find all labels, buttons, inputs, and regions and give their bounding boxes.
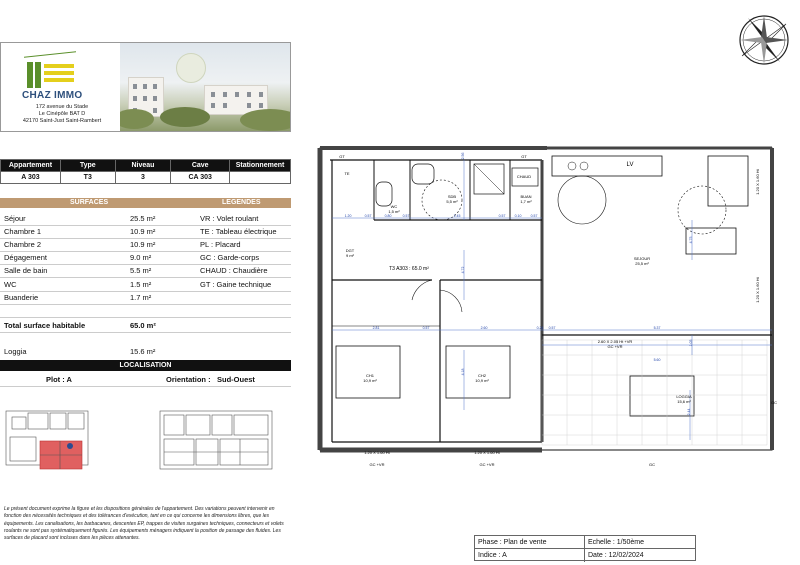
window-label-r2: 1.20 X 1.60 Ht	[755, 277, 760, 303]
date-cell: Date : 12/02/2024	[588, 552, 644, 559]
dim-label: 2.56	[461, 152, 465, 160]
dim-label: 5.60	[653, 358, 661, 362]
dim-label: 1.05	[689, 339, 693, 347]
compass-rose-icon	[736, 12, 792, 68]
dim-label: 1.20	[344, 214, 352, 218]
surface-name: Séjour	[4, 214, 26, 223]
orientation-label: Orientation :	[166, 375, 211, 384]
brand-address: 172 avenue du Stade Le Cinépôle BAT D 42170 Saint-Just Saint-Rambert	[22, 104, 102, 124]
room-dgt-name: DGT	[345, 248, 355, 253]
surface-value: 10.9 m²	[130, 227, 156, 236]
room-sdb-name: SDB	[447, 194, 457, 199]
surface-value: 9.0 m²	[130, 253, 152, 262]
col-header-stationnement: Stationnement	[230, 160, 291, 172]
apartment-area-label: T3 A303 : 65.0 m²	[389, 266, 429, 272]
surfaces-band	[0, 198, 291, 208]
dim-label: 0.57	[530, 214, 538, 218]
cell-type: T3	[60, 172, 115, 184]
surface-name: WC	[4, 280, 17, 289]
legend-item: CHAUD : Chaudière	[200, 266, 268, 275]
dim-label: 2.60	[480, 326, 488, 330]
room-loggia-name: LOGGIA	[676, 394, 692, 399]
cell-stationnement	[230, 172, 291, 184]
room-ch2-area: 10,9 m²	[475, 378, 489, 383]
room-ch2-name: CH2	[477, 373, 487, 378]
label-gc-right: GC	[771, 400, 777, 405]
disclaimer-text: Le présent document exprime la figure et les dispositions générales de l'appartement. Des variations peuvent intervenir en fonction des nécessités techniques et des tolérances d'exécution, tant en ce qui concerne les dimensions libres, que les équipements. Les canalisations, les barbacanes, descentes EP, trappes de visites surgaines techniques, connecteurs et volets roulants ne sont pas systématiquement figurés. Les équipements ménagers indiquent la position de passage des fluides. Les surfaces de placard sont incluses dans les pièces attenantes.	[4, 506, 284, 542]
building-photo	[120, 43, 290, 131]
label-gc-vr-1: GC +VR	[369, 462, 385, 467]
label-gc: GC	[649, 462, 655, 467]
label-gc-vr-3: GC +VR	[607, 344, 623, 349]
dim-label: 2.44	[687, 408, 691, 416]
dim-label: 4.75	[689, 236, 693, 244]
room-ch1-area: 10,9 m²	[363, 378, 377, 383]
surface-name: Salle de bain	[4, 266, 48, 275]
surface-value: 1.5 m²	[130, 280, 152, 289]
room-dgt-area: 9 m²	[346, 253, 354, 258]
room-sejour-area: 25,5 m²	[635, 261, 649, 266]
total-label: Total surface habitable	[4, 321, 86, 330]
room-ch1-name: CH1	[365, 373, 375, 378]
surface-value: 25.5 m²	[130, 214, 156, 223]
dim-label: 5.37	[653, 326, 661, 330]
dim-label: 2.45	[453, 214, 461, 218]
brand-name: CHAZ IMMO	[22, 90, 83, 101]
surface-value: 5.5 m²	[130, 266, 152, 275]
window-label-2: 1.20 X 1.60 Ht	[474, 450, 500, 455]
room-sejour-name: SEJOUR	[633, 256, 651, 261]
dim-label: 4.72	[461, 266, 465, 274]
dim-label: 0.24	[536, 326, 544, 330]
dim-label: 2.81	[372, 326, 380, 330]
legend-item: GC : Garde-corps	[200, 253, 260, 262]
room-buan-area: 1,7 m²	[520, 199, 532, 204]
room-loggia-area: 15,6 m²	[677, 399, 691, 404]
key-plan-right	[160, 411, 272, 469]
dim-label: 0.10	[514, 214, 522, 218]
indice-cell: Indice : A	[475, 549, 585, 562]
location-marker-icon	[67, 443, 73, 449]
window-label-1: 1.20 X 1.60 Ht	[364, 450, 390, 455]
loggia-value: 15.6 m²	[130, 347, 156, 356]
title-stamp	[474, 535, 696, 561]
surfaces-title: SURFACES	[70, 199, 109, 206]
total-value: 65.0 m²	[130, 321, 156, 330]
label-gt-1: GT	[339, 154, 345, 159]
surface-name: Chambre 1	[4, 227, 42, 236]
col-header-type: Type	[60, 160, 115, 172]
apartment-table	[0, 159, 291, 184]
key-plan-svg	[0, 405, 291, 475]
col-header-cave: Cave	[171, 160, 230, 172]
surface-name: Chambre 2	[4, 240, 42, 249]
window-label-r1: 1.20 X 1.60 Ht	[755, 169, 760, 195]
legend-item: GT : Gaine technique	[200, 280, 272, 289]
floor-plan	[312, 140, 782, 470]
dim-label: 0.57	[364, 214, 372, 218]
surface-value: 1.7 m²	[130, 293, 152, 302]
room-wc-name: WC	[390, 204, 398, 209]
label-chaud: CHAUD	[516, 174, 532, 179]
plot-label: Plot : A	[46, 375, 72, 384]
loggia-label: Loggia	[4, 347, 27, 356]
localisation-band: LOCALISATION	[0, 360, 291, 371]
orientation-value: Sud-Ouest	[217, 375, 255, 384]
surface-name: Dégagement	[4, 253, 47, 262]
surface-value: 10.9 m²	[130, 240, 156, 249]
col-header-niveau: Niveau	[115, 160, 171, 172]
surface-name: Buanderie	[4, 293, 39, 302]
dim-label: 0.57	[548, 326, 556, 330]
window-label-loggia: 2.60 X 2.05 Ht +VR	[597, 339, 633, 344]
echelle-cell: Echelle : 1/50ème	[585, 536, 695, 549]
legend-item: TE : Tableau électrique	[200, 227, 277, 236]
room-sdb-area: 5,5 m²	[446, 199, 458, 204]
label-te: TE	[344, 171, 350, 176]
dim-label: 0.57	[422, 326, 430, 330]
phase-cell: Phase : Plan de vente	[475, 536, 585, 549]
room-buan-name: BUAN	[520, 194, 532, 199]
dim-label: 0.80	[384, 214, 392, 218]
col-header-appartement: Appartement	[1, 160, 61, 172]
label-gt-2: GT	[521, 154, 527, 159]
dim-label: 0.57	[498, 214, 506, 218]
label-lv: LV	[626, 162, 634, 168]
dim-label: 0.57	[402, 214, 410, 218]
legends-title: LEGENDES	[222, 199, 261, 206]
room-wc-area: 1,5 m²	[388, 209, 400, 214]
label-gc-vr-2: GC +VR	[479, 462, 495, 467]
cell-cave: CA 303	[171, 172, 230, 184]
cell-niveau: 3	[115, 172, 171, 184]
dim-label: 4.18	[461, 368, 465, 376]
legend-item: PL : Placard	[200, 240, 241, 249]
key-plan-left	[6, 411, 88, 469]
logo-icon	[24, 60, 76, 90]
cell-appartement: A 303	[1, 172, 61, 184]
legend-item: VR : Volet roulant	[200, 214, 259, 223]
